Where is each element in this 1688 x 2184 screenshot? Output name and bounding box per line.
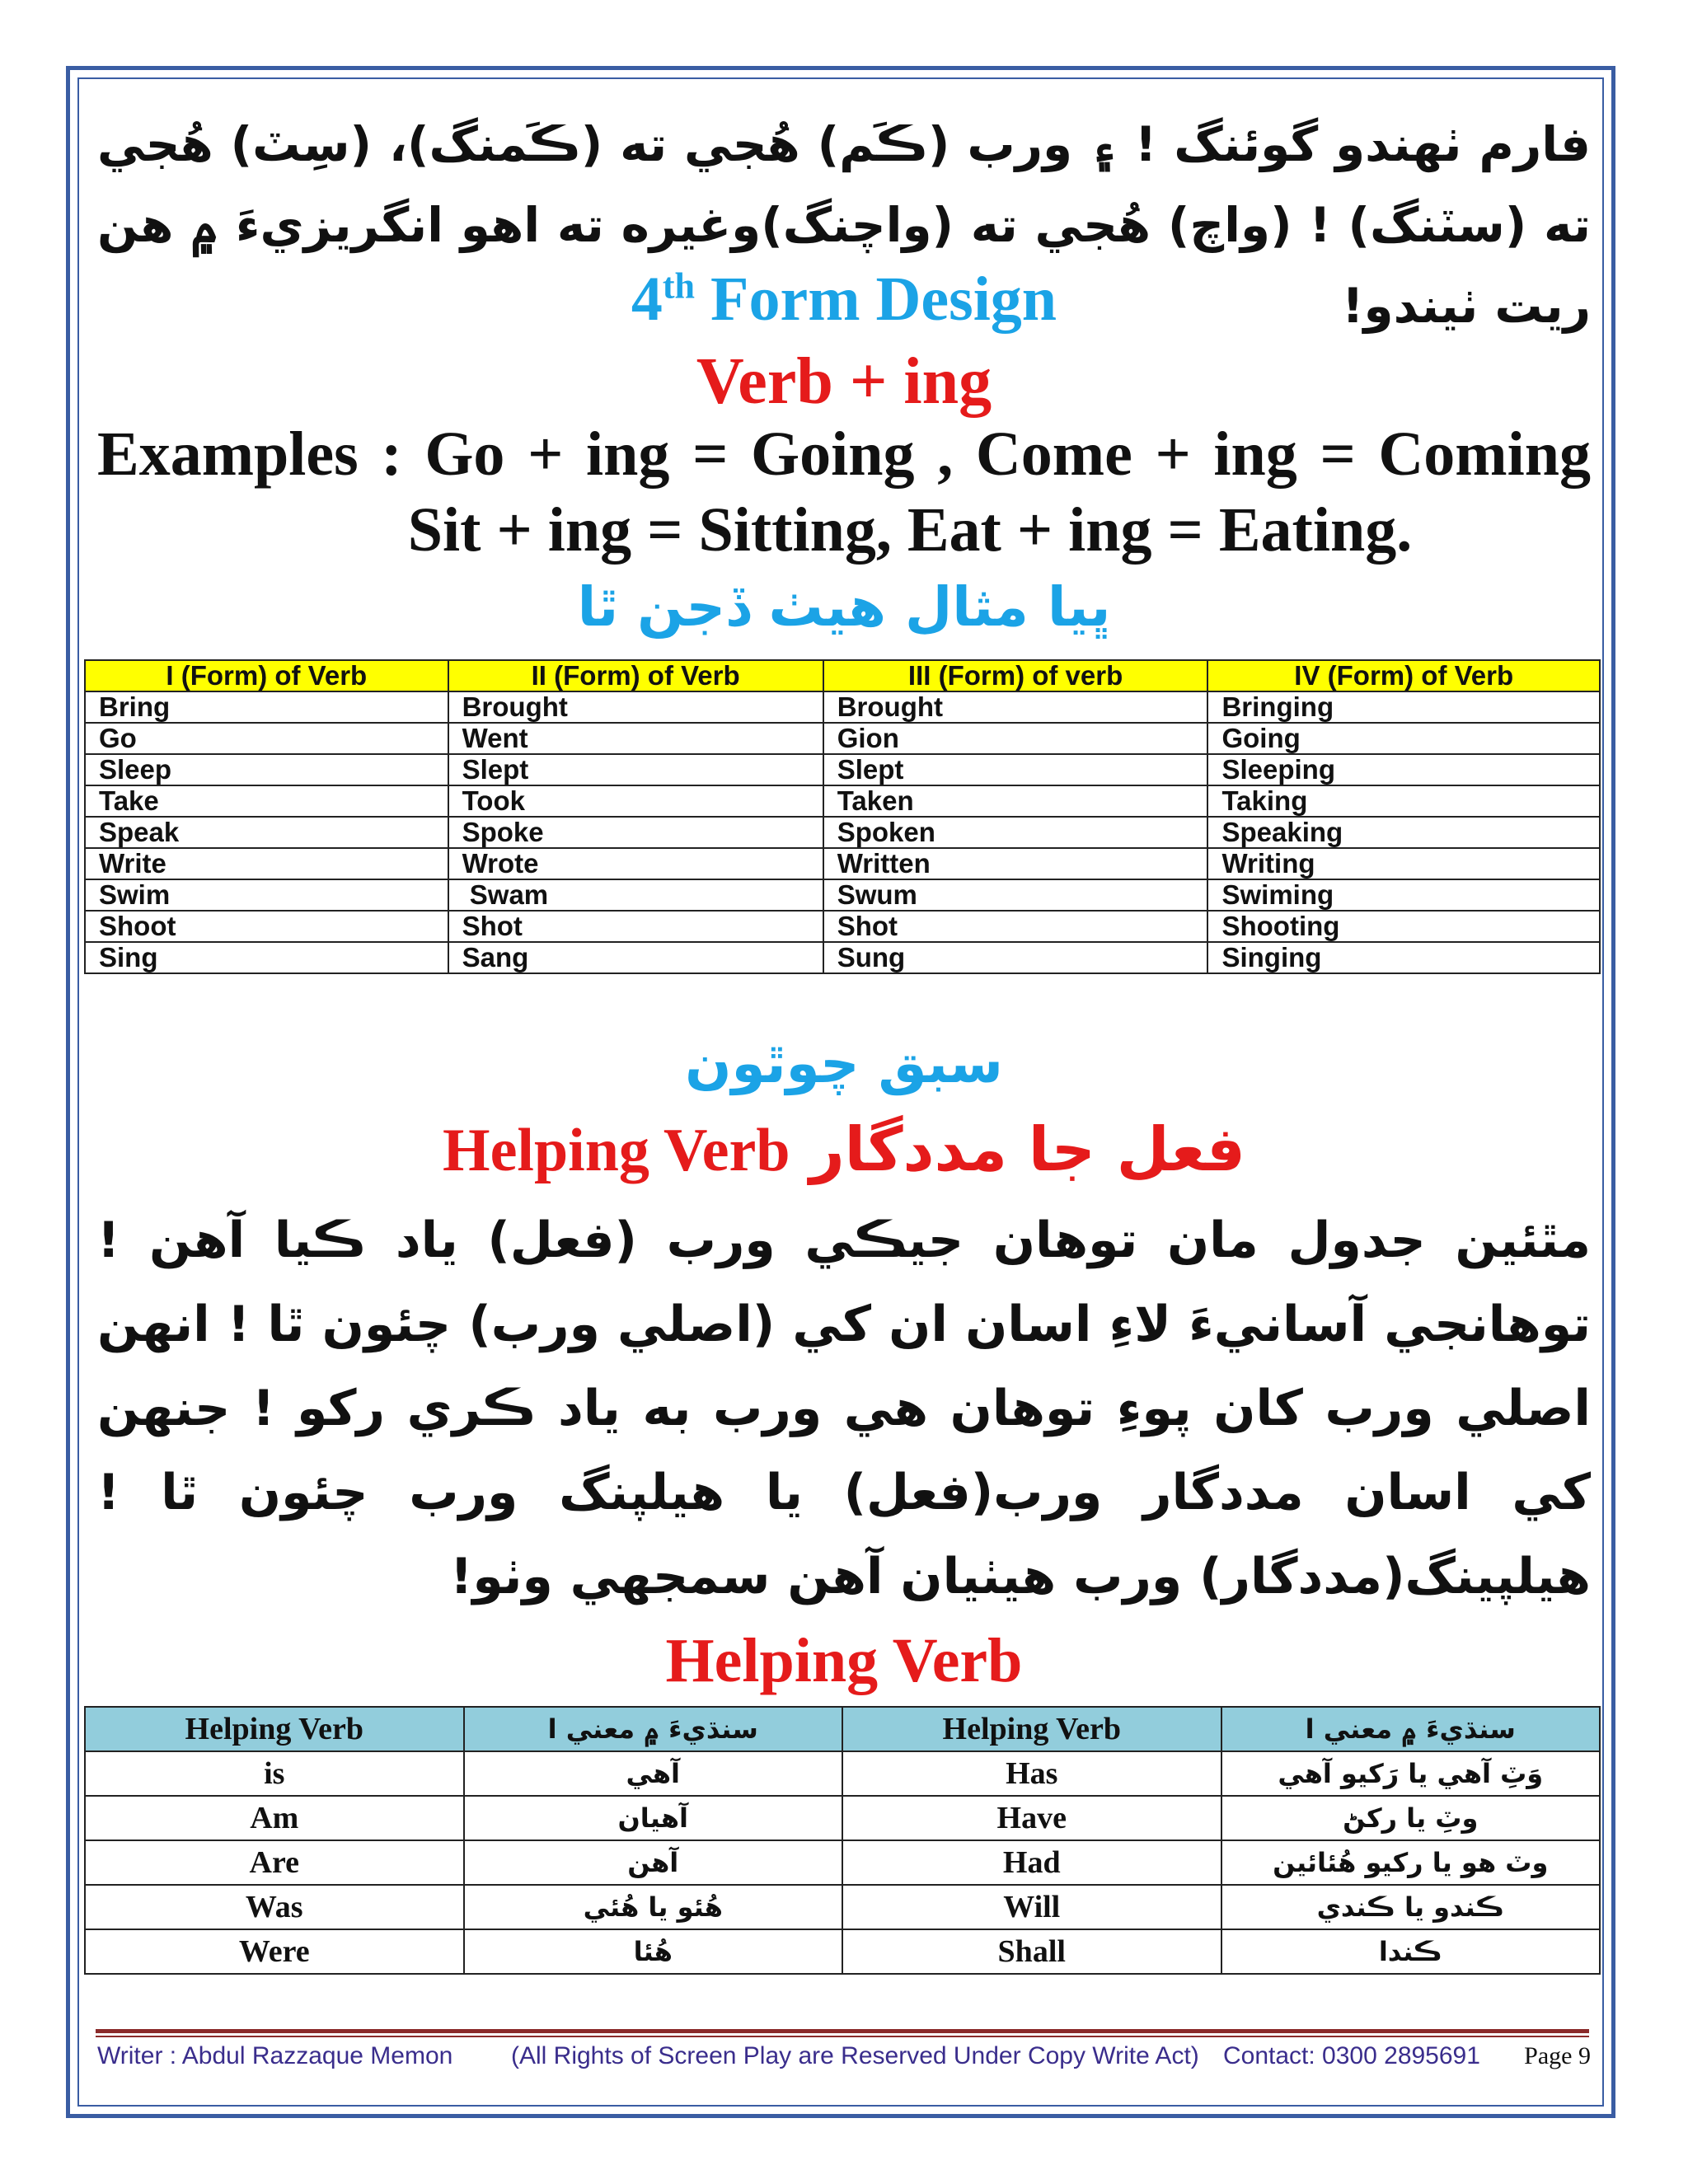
table-cell: Shot <box>823 911 1208 942</box>
table-cell: Swim <box>85 879 448 911</box>
column-header: III (Form) of verb <box>823 660 1208 691</box>
table-cell: Taking <box>1207 785 1600 817</box>
form-superscript: th <box>662 265 696 307</box>
helping-heading-sindhi: فعل جا مددگار <box>809 1114 1245 1185</box>
table-cell: Has <box>842 1751 1221 1796</box>
table-cell: Go <box>85 723 448 754</box>
page-number: Page 9 <box>1524 2042 1591 2069</box>
table-cell: Brought <box>823 691 1208 723</box>
table-cell: Written <box>823 848 1208 879</box>
table-row <box>85 942 1600 973</box>
table-cell: Take <box>85 785 448 817</box>
form-title-text: Form Design <box>710 265 1057 334</box>
table-cell: Sing <box>85 942 448 973</box>
table-row <box>85 691 1600 723</box>
table-cell: Bringing <box>1207 691 1600 723</box>
table-row <box>85 785 1600 817</box>
table-header-row <box>85 660 1600 691</box>
table-cell: Shall <box>842 1929 1221 1974</box>
table-cell: Am <box>85 1796 464 1840</box>
table-cell: Speak <box>85 817 448 848</box>
column-header: Helping Verb <box>842 1707 1221 1751</box>
footer-rights: (All Rights of Screen Play are Reserved Under Copy Write Act) <box>511 2042 1199 2069</box>
footer-writer: Writer : Abdul Razzaque Memon <box>97 2042 453 2069</box>
table-cell: Shooting <box>1207 911 1600 942</box>
footer-divider <box>96 2029 1589 2033</box>
table-cell: Swiming <box>1207 879 1600 911</box>
table-row <box>85 848 1600 879</box>
table-cell: Wrote <box>448 848 823 879</box>
table-cell: Have <box>842 1796 1221 1840</box>
table-cell: آهي <box>464 1751 843 1796</box>
column-header: II (Form) of Verb <box>448 660 823 691</box>
page-footer <box>97 2042 1591 2075</box>
table-cell: Spoke <box>448 817 823 848</box>
table-cell: Sang <box>448 942 823 973</box>
table-cell: Swum <box>823 879 1208 911</box>
column-header: سنڌيءَ ۾ معني ا <box>464 1707 843 1751</box>
table-cell: Slept <box>823 754 1208 785</box>
table-cell: Shot <box>448 911 823 942</box>
table-row <box>85 817 1600 848</box>
helping-verb-heading <box>82 1114 1606 1186</box>
column-header: I (Form) of Verb <box>85 660 448 691</box>
table-cell: وٽِ يا رکڻ <box>1221 1796 1601 1840</box>
table-cell: Were <box>85 1929 464 1974</box>
footer-contact: Contact: 0300 2895691 <box>1223 2042 1480 2069</box>
table-row <box>85 754 1600 785</box>
footer-divider-thin <box>96 2036 1589 2037</box>
table-cell: Swam <box>448 879 823 911</box>
table-cell: Spoken <box>823 817 1208 848</box>
table-cell: Sleeping <box>1207 754 1600 785</box>
table-cell: Sung <box>823 942 1208 973</box>
table-cell: Had <box>842 1840 1221 1885</box>
column-header: سنڌيءَ ۾ معني ا <box>1221 1707 1601 1751</box>
table-row <box>85 1840 1600 1885</box>
table-row <box>85 1796 1600 1840</box>
table-cell: ڪندا <box>1221 1929 1601 1974</box>
table-cell: Was <box>85 1885 464 1929</box>
table-cell: Gion <box>823 723 1208 754</box>
table-cell: Writing <box>1207 848 1600 879</box>
table-cell: آهن <box>464 1840 843 1885</box>
table-cell: Went <box>448 723 823 754</box>
table-cell: هُئو يا هُئي <box>464 1885 843 1929</box>
examples-line-1: Examples : Go + ing = Going , Come + ing = Coming <box>97 419 1591 489</box>
table-cell: is <box>85 1751 464 1796</box>
formula-heading: Verb + ing <box>696 345 992 418</box>
table-cell: آهيان <box>464 1796 843 1840</box>
helping-paragraph: مٿئين جدول مان توهان جيڪي ورب (فعل) ياد ڪيا آهن ! توهانجي آسانيءَ لاءِ اسان ان کي (اصلي ورب) چئون ٿا ! انهن اصلي ورب کان پوءِ توهان هي ورب به ياد ڪري رکو ! جنهن کي اسان مددگار ورب(فعل) يا هيلپنگ ورب چئون ٿا !هيلپينگ(مددگار) ورب هيٺيان آهن سمجهي وٺو! <box>97 1212 1591 1605</box>
table-cell: Going <box>1207 723 1600 754</box>
table-row <box>85 1751 1600 1796</box>
form-design-title <box>82 264 1606 335</box>
table-cell: Write <box>85 848 448 879</box>
table-cell: Slept <box>448 754 823 785</box>
table-cell: وٽ هو يا رکيو هُئائين <box>1221 1840 1601 1885</box>
table-row <box>85 879 1600 911</box>
examples-subtitle: ڀيا مثال هيٺ ڏجن ٿا <box>577 575 1111 639</box>
table-cell: Brought <box>448 691 823 723</box>
table-row <box>85 723 1600 754</box>
helping-heading-english: Helping Verb <box>443 1117 790 1184</box>
column-header: IV (Form) of Verb <box>1207 660 1600 691</box>
table-cell: ڪندو يا ڪندي <box>1221 1885 1601 1929</box>
intro-paragraph: فارم ٺهندو گوئنگ ! ۽ ورب (ڪَم) هُجي ته (ڪَمنگ)، (سِٽ) هُجي ته (سٽنگ) ! (واچ) هُجي ته (واچنگ)وغيره ته اهو انگريزيءَ ۾ هن ريت ٺيندو! <box>97 116 1591 334</box>
table-cell: Singing <box>1207 942 1600 973</box>
column-header: Helping Verb <box>85 1707 464 1751</box>
table-cell: Speaking <box>1207 817 1600 848</box>
table-row <box>85 911 1600 942</box>
table-cell: وَٽِ آهي يا رَکيو آهي <box>1221 1751 1601 1796</box>
table-cell: Bring <box>85 691 448 723</box>
form-number: 4 <box>631 265 663 334</box>
helping-verb-table <box>84 1706 1601 1975</box>
table-row <box>85 1885 1600 1929</box>
table-row <box>85 1929 1600 1974</box>
verb-forms-table <box>84 659 1601 974</box>
table-cell: Shoot <box>85 911 448 942</box>
examples-line-2: Sit + ing = Sitting, Eat + ing = Eating. <box>407 495 1413 565</box>
table-cell: هُئا <box>464 1929 843 1974</box>
table-header-row <box>85 1707 1600 1751</box>
table-cell: Are <box>85 1840 464 1885</box>
helping-table-title: Helping Verb <box>665 1626 1023 1695</box>
lesson-title: سبق چوٿون <box>685 1032 1003 1095</box>
table-cell: Sleep <box>85 754 448 785</box>
table-cell: Took <box>448 785 823 817</box>
table-cell: Taken <box>823 785 1208 817</box>
table-cell: Will <box>842 1885 1221 1929</box>
